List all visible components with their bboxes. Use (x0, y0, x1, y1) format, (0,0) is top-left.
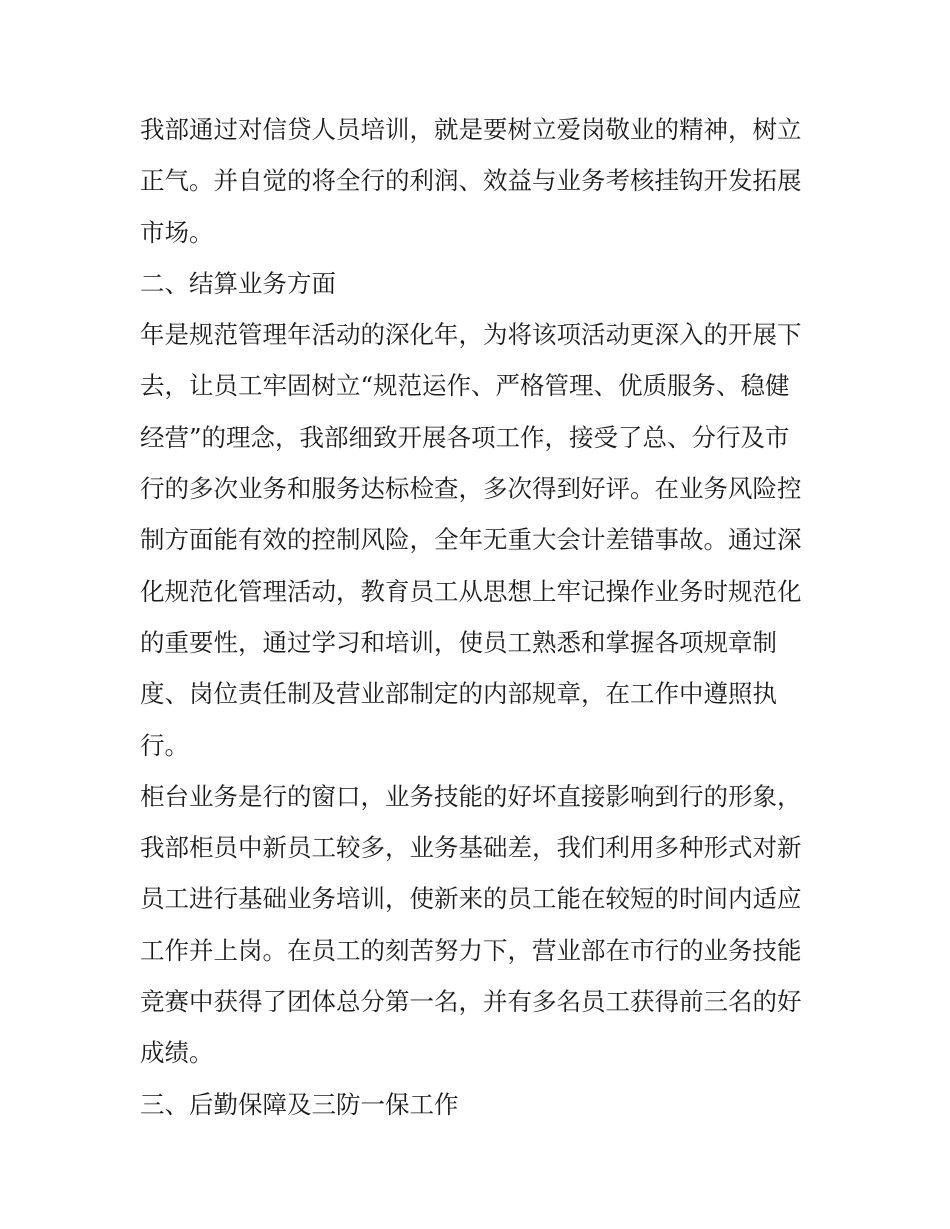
text-line: 度、岗位责任制及营业部制定的内部规章，在工作中遵照执 (140, 679, 777, 709)
text-line: 员工进行基础业务培训，使新来的员工能在较短的时间内适应 (140, 884, 802, 914)
document-body (140, 104, 820, 1130)
text-line: 正气。并自觉的将全行的利润、效益与业务考核挂钩开发拓展 (140, 166, 802, 196)
text-line: 化规范化管理活动，教育员工从思想上牢记操作业务时规范化 (140, 576, 802, 606)
text-line: 我部通过对信贷人员培训，就是要树立爱岗敬业的精神，树立 (140, 115, 802, 144)
text-line: 制方面能有效的控制风险，全年无重大会计差错事故。通过深 (140, 525, 802, 555)
text-line: 经营”的理念，我部细致开展各项工作，接受了总、分行及市 (140, 422, 790, 452)
text-line: 行。 (140, 730, 189, 760)
text-line: 年是规范管理年活动的深化年，为将该项活动更深入的开展下 (140, 320, 802, 350)
text-line: 行的多次业务和服务达标检查，多次得到好评。在业务风险控 (140, 474, 802, 504)
section-heading: 二、结算业务方面 (140, 268, 336, 298)
text-line: 去，让员工牢固树立“规范运作、严格管理、优质服务、稳健 (140, 371, 790, 401)
text-line: 我部柜员中新员工较多，业务基础差，我们利用多种形式对新 (140, 833, 802, 863)
text-line: 工作并上岗。在员工的刻苦努力下，营业部在市行的业务技能 (140, 935, 802, 965)
text-line: 的重要性，通过学习和培训，使员工熟悉和掌握各项规章制 (140, 627, 777, 657)
text-line: 市场。 (140, 217, 214, 247)
text-line: 成绩。 (140, 1038, 214, 1068)
text-line: 竞赛中获得了团体总分第一名，并有多名员工获得前三名的好 (140, 987, 802, 1017)
text-line: 柜台业务是行的窗口，业务技能的好坏直接影响到行的形象， (140, 781, 802, 811)
section-heading: 三、后勤保障及三防一保工作 (140, 1089, 459, 1119)
